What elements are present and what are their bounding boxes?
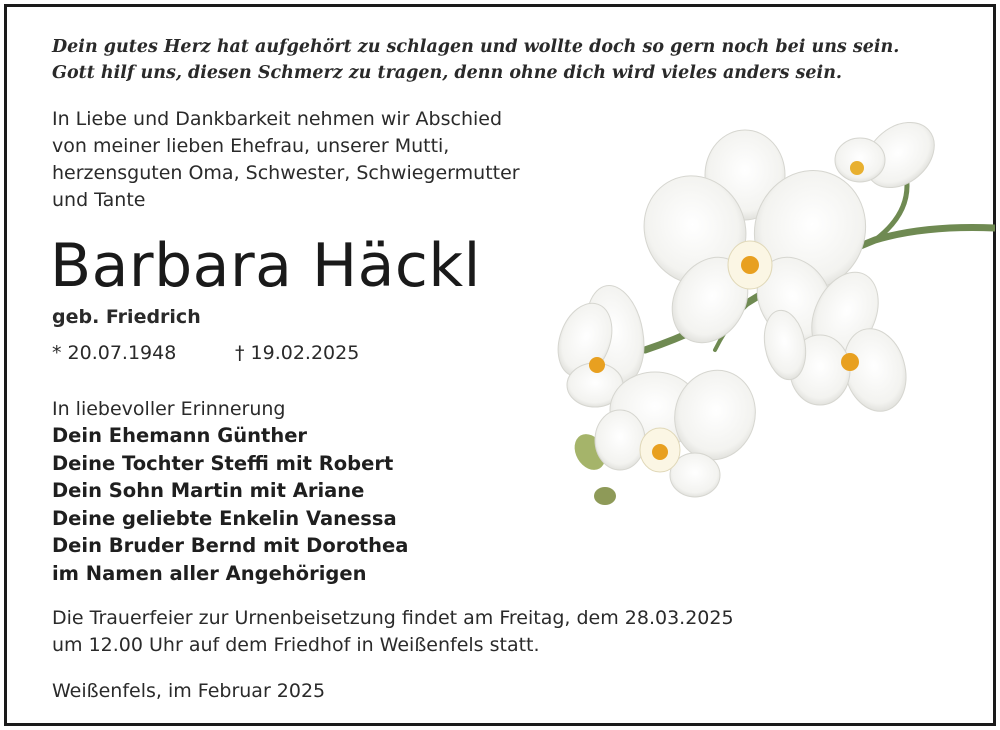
service-info <box>52 605 734 659</box>
mourners-list <box>52 422 408 587</box>
mourner-item: Deine geliebte Enkelin Vanessa <box>52 506 397 530</box>
orchid-bud <box>594 487 616 505</box>
poem <box>52 34 899 86</box>
mourner-item: Dein Ehemann Günther <box>52 424 308 447</box>
intro-line-2: von meiner lieben Ehefrau, unserer Mutti, <box>52 135 450 157</box>
maiden-name: geb. Friedrich <box>52 306 201 328</box>
service-line-1: Die Trauerfeier zur Urnenbeisetzung findet am Freitag, dem 28.03.2025 <box>52 607 734 629</box>
service-line-2: um 12.00 Uhr auf dem Friedhof in Weißenfels statt. <box>52 634 540 656</box>
mourner-item: Dein Bruder Bernd mit Dorothea <box>52 534 409 557</box>
orchid-image <box>545 100 995 520</box>
intro-line-3: herzensguten Oma, Schwester, Schwiegermutter <box>52 162 520 184</box>
orchid-flower <box>835 109 947 201</box>
intro-line-1: In Liebe und Dankbarkeit nehmen wir Abschied <box>52 108 503 130</box>
place-date: Weißenfels, im Februar 2025 <box>52 680 326 702</box>
mourners-heading: In liebevoller Erinnerung <box>52 398 286 420</box>
intro-text <box>52 106 520 214</box>
mourner-item: im Namen aller Angehörigen <box>52 561 367 585</box>
mourner-item: Dein Sohn Martin mit Ariane <box>52 479 365 502</box>
death-date: † 19.02.2025 <box>235 342 360 364</box>
deceased-name: Barbara Häckl <box>50 231 481 301</box>
poem-line-2: Gott hilf uns, diesen Schmerz zu tragen, denn ohne dich wird vieles anders sein. <box>52 63 843 83</box>
intro-line-4: und Tante <box>52 189 146 211</box>
birth-date: * 20.07.1948 <box>52 342 177 364</box>
mourner-item: Deine Tochter Steffi mit Robert <box>52 451 394 475</box>
poem-line-1: Dein gutes Herz hat aufgehört zu schlagen und wollte doch so gern noch bei uns sein. <box>52 37 900 57</box>
